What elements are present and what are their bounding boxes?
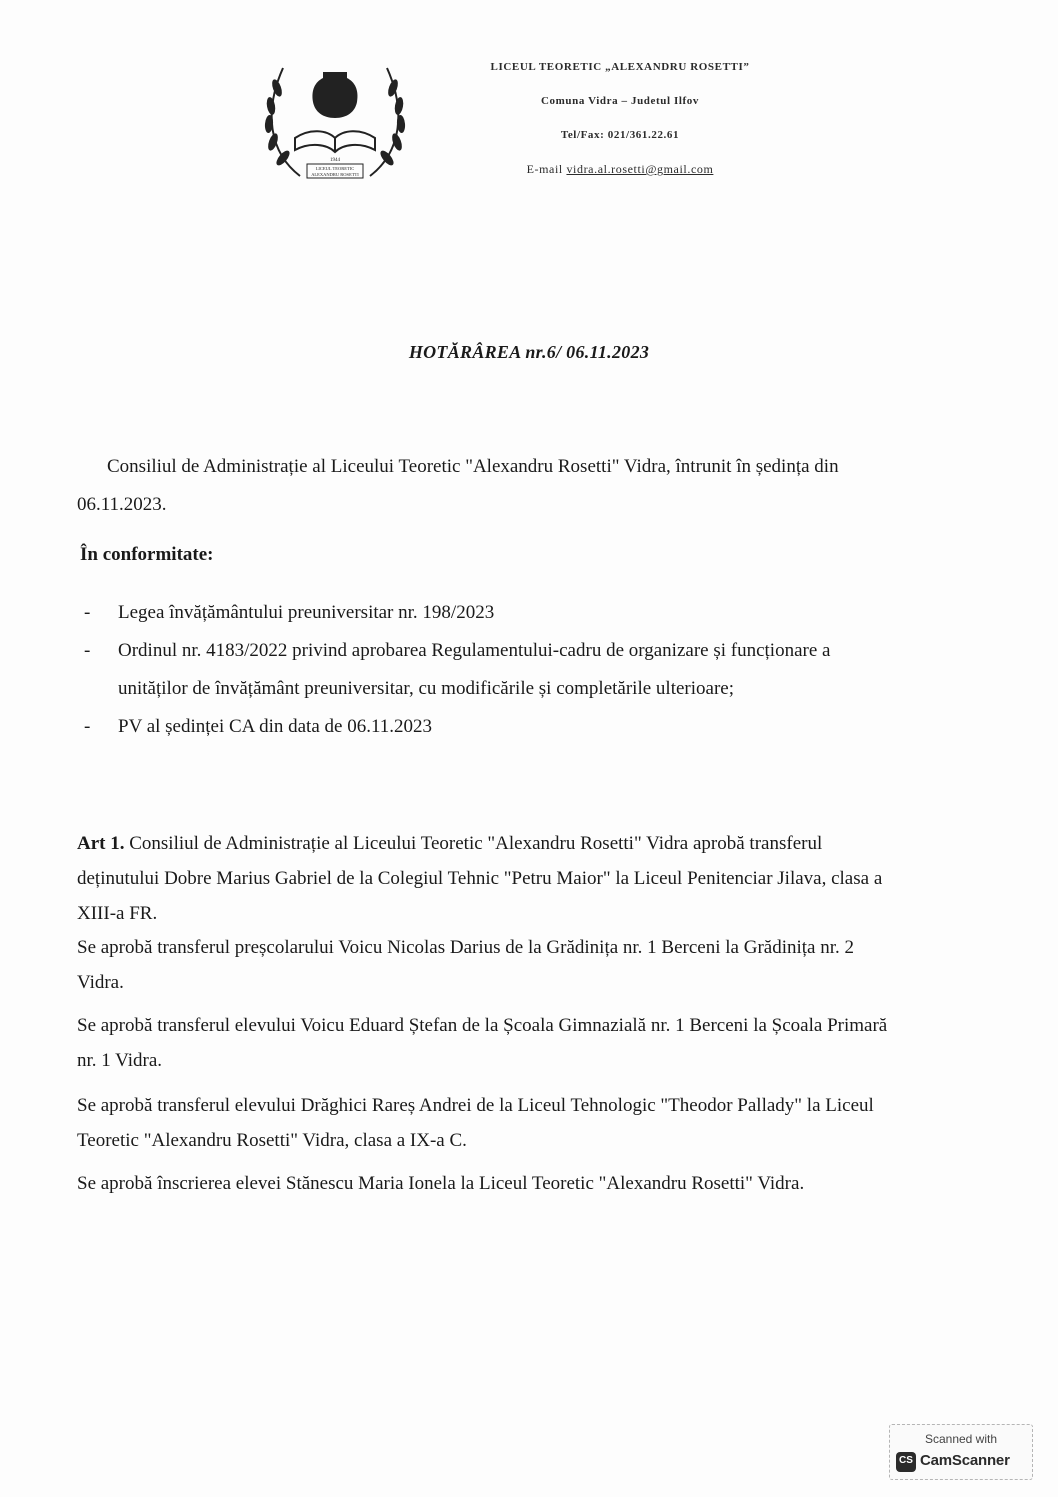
school-address: Comuna Vidra – Judetul Ilfov <box>541 95 699 107</box>
logo-school-text: LICEUL TEORETIC <box>315 166 355 171</box>
paragraph: Se aprobă înscrierea elevei Stănescu Maria Ionela la Liceul Teoretic "Alexandru Rosetti" Vidra. <box>77 1173 805 1194</box>
watermark-brand: CamScanner <box>920 1452 1010 1469</box>
list-item-text: Legea învățământului preuniversitar nr. 198/2023 <box>118 602 495 623</box>
list-item-text: Ordinul nr. 4183/2022 privind aprobarea Regulamentului-cadru de organizare și funcționare a unităților de învățământ preuniversitar, cu modificările și completările ulterioare; <box>118 640 831 699</box>
article-1 <box>77 826 889 931</box>
conformity-list <box>80 594 890 746</box>
school-logo <box>255 58 415 186</box>
email-link[interactable]: vidra.al.rosetti@gmail.com <box>566 162 714 176</box>
logo-name-text: ALEXANDRU ROSETTI <box>311 172 359 177</box>
school-phone: Tel/Fax: 021/361.22.61 <box>560 129 680 141</box>
list-item <box>80 708 890 746</box>
letterhead <box>420 56 820 192</box>
conformity-heading: În conformitate: <box>80 544 214 565</box>
school-name: LICEUL TEORETIC „ALEXANDRU ROSETTI” <box>490 61 750 73</box>
list-item-text: PV al ședinței CA din data de 06.11.2023 <box>118 716 433 737</box>
school-email-line <box>420 158 820 192</box>
email-label: E-mail <box>526 162 563 176</box>
article-1-label: Art 1. <box>77 833 125 854</box>
camscanner-logo-text: CS <box>899 1455 913 1466</box>
intro-paragraph: Consiliul de Administrație al Liceului Teoretic "Alexandru Rosetti" Vidra, întrunit în ședința din 06.11.2023. <box>77 456 839 515</box>
list-dash: - <box>84 640 91 661</box>
paragraph: Se aprobă transferul elevului Drăghici Rareș Andrei de la Liceul Tehnologic "Theodor Pallady" la Liceul Teoretic "Alexandru Rosetti" Vidra, clasa a IX-a C. <box>77 1095 874 1151</box>
list-dash: - <box>84 716 91 737</box>
paragraph: Se aprobă transferul elevului Voicu Eduard Ștefan de la Școala Gimnazială nr. 1 Berceni la Școala Primară nr. 1 Vidra. <box>77 1015 888 1071</box>
paragraph: Se aprobă transferul preșcolarului Voicu Nicolas Darius de la Grădinița nr. 1 Berceni la Grădinița nr. 2 Vidra. <box>77 937 855 993</box>
logo-year-text: 1944 <box>330 158 340 163</box>
watermark-caption: Scanned with <box>924 1432 998 1446</box>
camscanner-logo-icon <box>896 1452 916 1472</box>
article-1-text: Consiliul de Administrație al Liceului Teoretic "Alexandru Rosetti" Vidra aprobă transferul deținutului Dobre Marius Gabriel de la Colegiul Tehnic "Petru Maior" la Liceul Penitenciar Jilava, clasa a XIII-a FR. <box>77 833 883 924</box>
document-title: HOTĂRÂREA nr.6/ 06.11.2023 <box>408 342 650 362</box>
list-dash: - <box>84 602 91 623</box>
list-item <box>80 632 890 708</box>
list-item <box>80 594 890 632</box>
camscanner-watermark <box>889 1424 1033 1480</box>
